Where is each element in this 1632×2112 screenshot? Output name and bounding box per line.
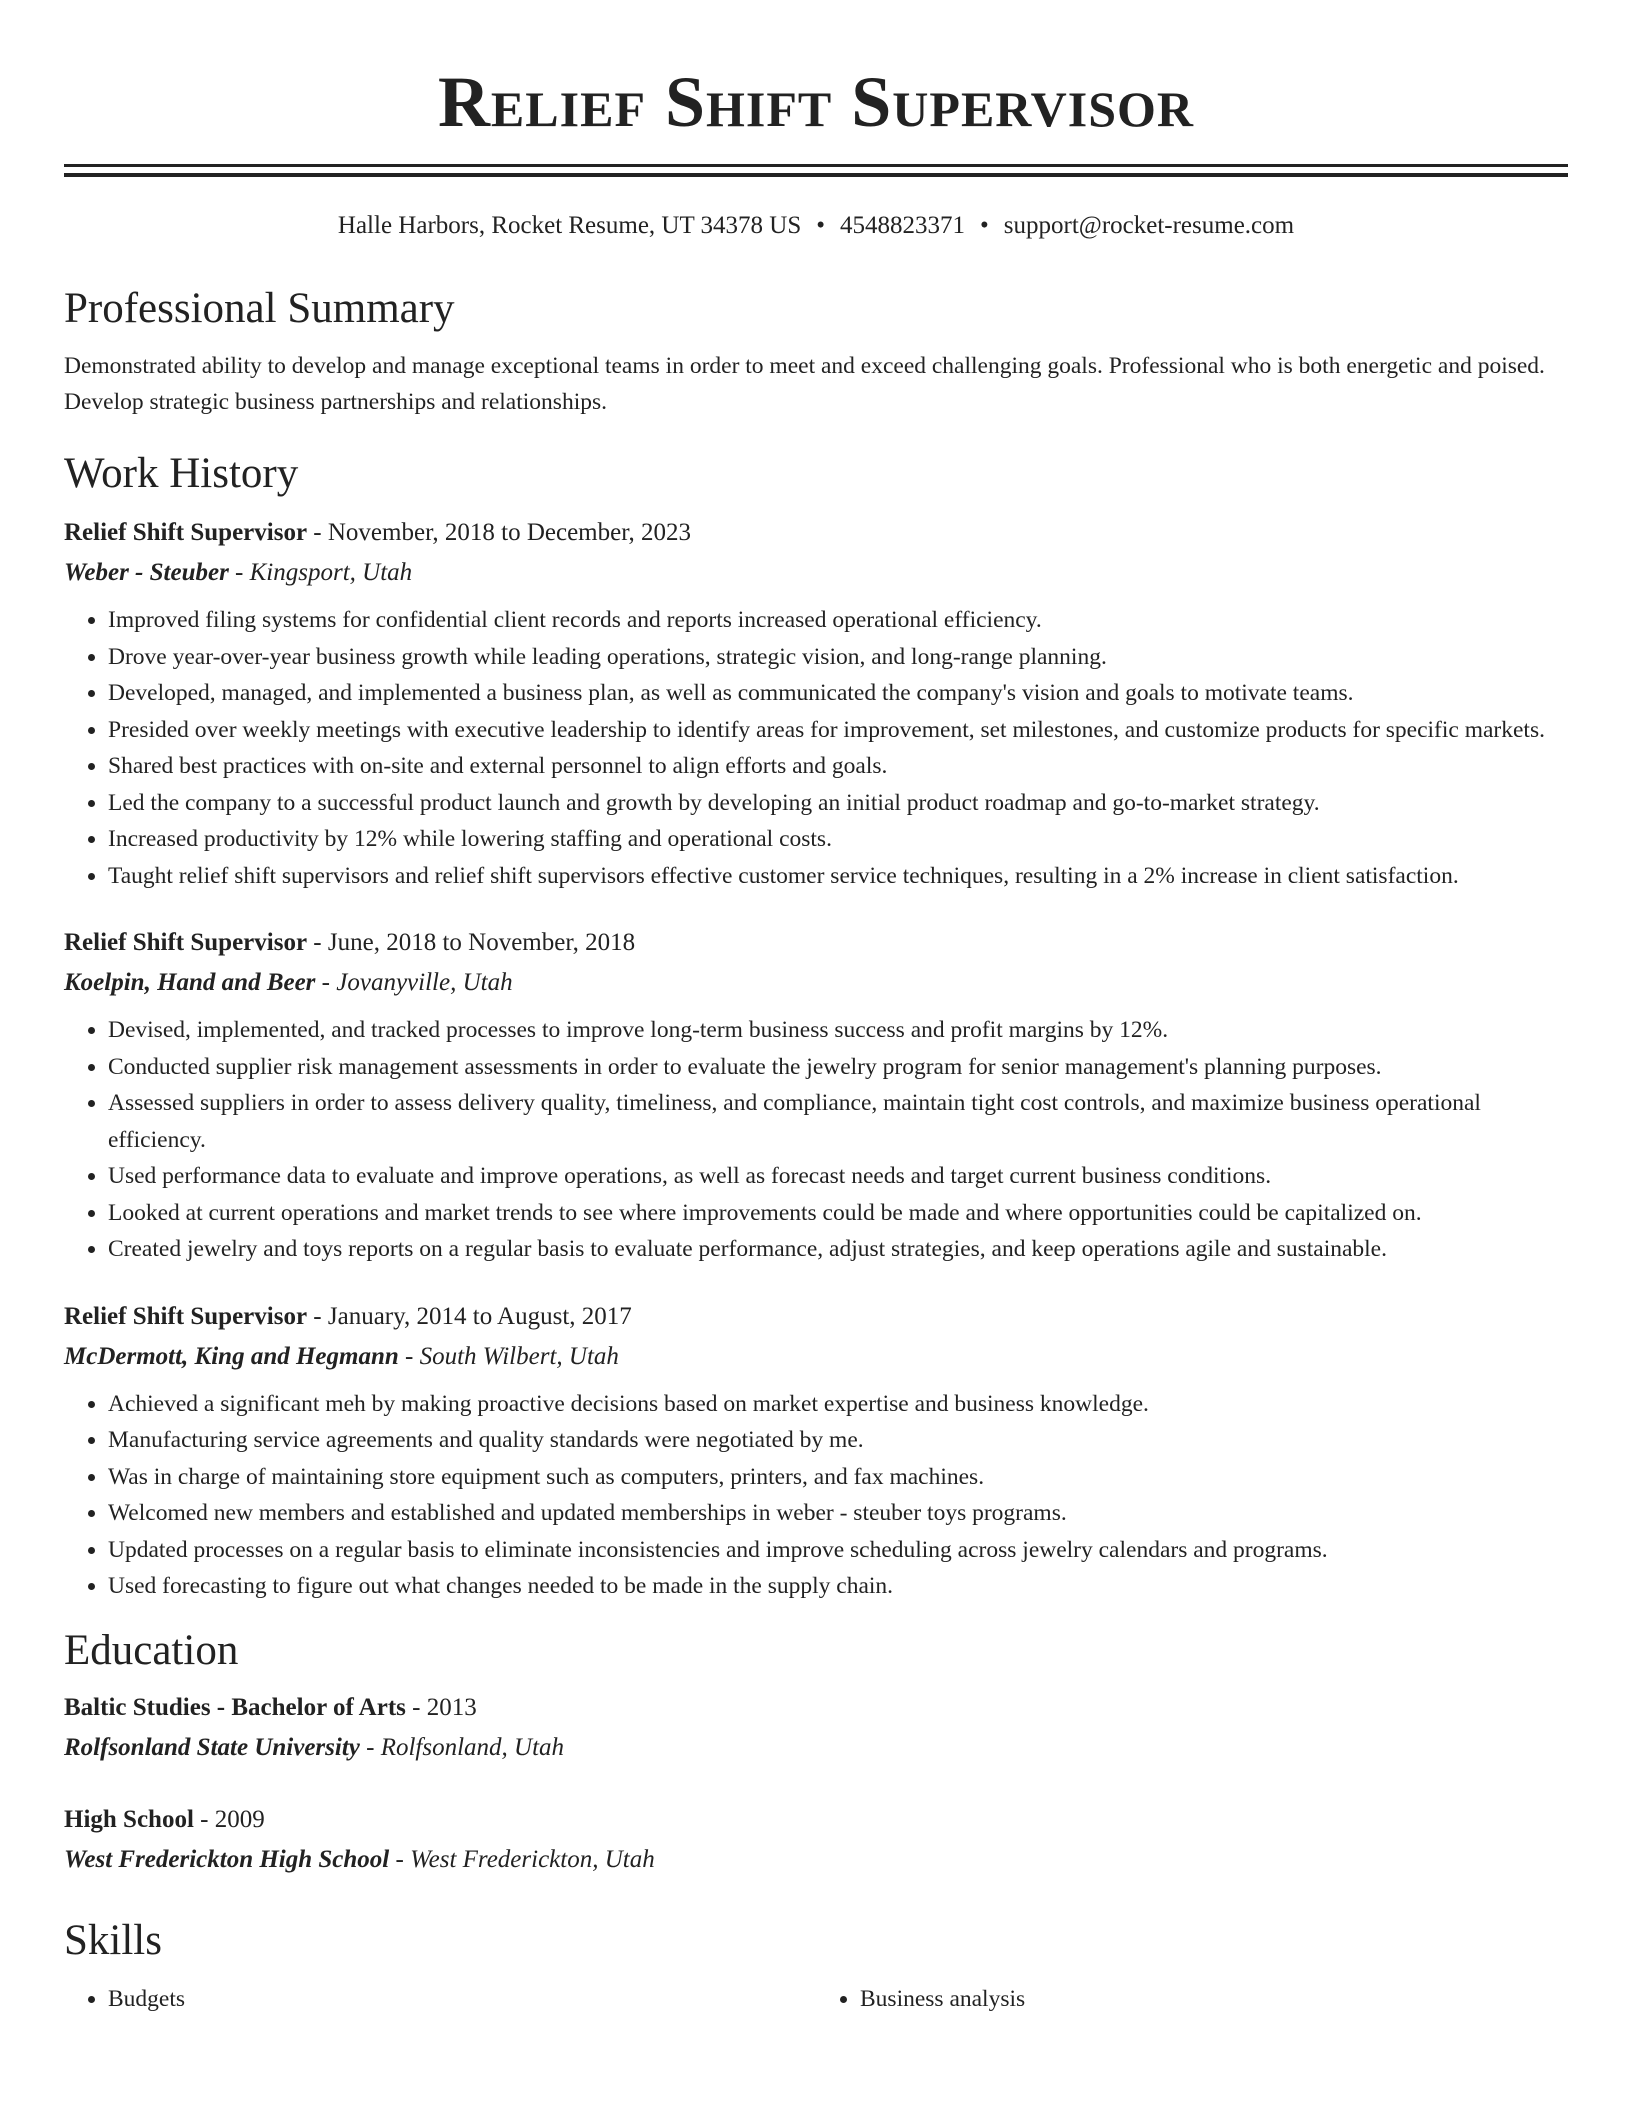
contact-phone: 4548823371 <box>840 212 966 239</box>
job-entry <box>64 1300 1568 1605</box>
education-school-line <box>64 1731 1568 1765</box>
job-company: McDermott, King and Hegmann <box>64 1342 399 1370</box>
resume-name: Relief Shift Supervisor <box>437 62 1195 142</box>
job-bullet: • Used forecasting to figure out what changes needed to be made in the supply chain. <box>108 1568 1568 1605</box>
summary-text: Demonstrated ability to develop and manage exceptional teams in order to meet and exceed challenging goals. Professional who is both energetic and poised. Develop strategic business partnerships and relationships. <box>64 353 1545 415</box>
job-bullet: • Updated processes on a regular basis to eliminate inconsistencies and improve scheduling across jewelry calendars and programs. <box>108 1532 1568 1569</box>
education-school-line <box>64 1843 1568 1877</box>
job-position: Relief Shift Supervisor <box>64 1302 308 1330</box>
skills-column-right <box>816 1981 1568 2017</box>
education-location: - Rolfsonland, Utah <box>359 1733 565 1761</box>
education-school: Rolfsonland State University <box>64 1733 360 1761</box>
education-school: West Frederickton High School <box>64 1845 390 1873</box>
job-bullet: • Welcomed new members and established and updated memberships in weber - steuber toys programs. <box>108 1495 1568 1532</box>
job-dates: - June, 2018 to November, 2018 <box>307 929 636 956</box>
job-entry <box>64 926 1568 1268</box>
job-company-line <box>64 556 1568 590</box>
job-bullet: • Created jewelry and toys reports on a regular basis to evaluate performance, adjust strategies, and keep operations agile and sustainable. <box>108 1231 1568 1268</box>
job-title-line <box>64 926 1568 960</box>
education-entry <box>64 1691 1568 1765</box>
skills-column-left <box>64 1981 816 2017</box>
contact-separator: • <box>816 212 826 239</box>
job-bullet: • Presided over weekly meetings with executive leadership to identify areas for improvement, set milestones, and customize products for specific markets. <box>108 712 1568 749</box>
header-divider-thick <box>64 173 1568 177</box>
education-degree: High School <box>64 1805 194 1833</box>
education-heading: Education <box>64 1626 239 1674</box>
education-degree-line <box>64 1691 1568 1725</box>
education-entry <box>64 1803 1568 1877</box>
skills-heading: Skills <box>64 1916 162 1964</box>
job-bullet: • Used performance data to evaluate and improve operations, as well as forecast needs and target current business conditions. <box>108 1158 1568 1195</box>
job-entry <box>64 516 1568 894</box>
job-bullet: • Shared best practices with on-site and external personnel to align efforts and goals. <box>108 748 1568 785</box>
education-year: - 2013 <box>405 1693 477 1721</box>
job-company: Koelpin, Hand and Beer <box>64 969 316 996</box>
job-bullet: • Devised, implemented, and tracked processes to improve long-term business success and profit margins by 12%. <box>108 1012 1568 1049</box>
job-title-line <box>64 1300 1568 1334</box>
job-bullet: • Assessed suppliers in order to assess delivery quality, timeliness, and compliance, maintain tight cost controls, and maximize business operational efficiency. <box>108 1085 1568 1158</box>
header-divider-thin <box>64 164 1568 167</box>
job-title-line <box>64 516 1568 550</box>
job-bullets <box>64 1386 1568 1605</box>
job-position: Relief Shift Supervisor <box>64 929 308 956</box>
job-location: - Kingsport, Utah <box>228 559 413 586</box>
job-bullet: • Led the company to a successful product launch and growth by developing an initial product roadmap and go-to-market strategy. <box>108 785 1568 822</box>
job-bullet: • Developed, managed, and implemented a business plan, as well as communicated the company's vision and goals to motivate teams. <box>108 675 1568 712</box>
job-bullet: • Increased productivity by 12% while lowering staffing and operational costs. <box>108 821 1568 858</box>
education-degree: Baltic Studies - Bachelor of Arts <box>64 1693 406 1721</box>
education-year: - 2009 <box>193 1805 265 1833</box>
job-bullet: • Achieved a significant meh by making proactive decisions based on market expertise and business knowledge. <box>108 1386 1568 1423</box>
job-dates: - November, 2018 to December, 2023 <box>307 519 692 546</box>
job-location: - Jovanyville, Utah <box>315 969 513 996</box>
contact-separator: • <box>980 212 989 239</box>
education-degree-line <box>64 1803 1568 1837</box>
job-location: - South Wilbert, Utah <box>398 1342 619 1370</box>
skill-item: • Business analysis <box>860 1981 1568 2017</box>
job-dates: - January, 2014 to August, 2017 <box>307 1302 632 1330</box>
job-position: Relief Shift Supervisor <box>64 519 308 546</box>
work-history-heading: Work History <box>64 450 299 497</box>
job-bullet: • Looked at current operations and market trends to see where improvements could be made and where opportunities could be capitalized on. <box>108 1195 1568 1232</box>
summary-heading: Professional Summary <box>64 285 455 332</box>
skills-list <box>64 1981 1568 2017</box>
contact-address: Halle Harbors, Rocket Resume, UT 34378 US <box>337 212 802 239</box>
job-bullets <box>64 1012 1568 1268</box>
job-company: Weber - Steuber <box>64 559 229 586</box>
job-bullet: • Drove year-over-year business growth while leading operations, strategic vision, and long-range planning. <box>108 639 1568 676</box>
job-company-line <box>64 1340 1568 1374</box>
job-bullet: • Was in charge of maintaining store equipment such as computers, printers, and fax machines. <box>108 1459 1568 1496</box>
job-bullet: • Improved filing systems for confidential client records and reports increased operational efficiency. <box>108 602 1568 639</box>
job-bullets <box>64 602 1568 894</box>
skill-item: • Budgets <box>108 1981 816 2017</box>
contact-line <box>64 211 1568 241</box>
education-location: - West Frederickton, Utah <box>389 1845 655 1873</box>
job-bullet: • Taught relief shift supervisors and relief shift supervisors effective customer service techniques, resulting in a 2% increase in client satisfaction. <box>108 858 1568 895</box>
job-bullet: • Manufacturing service agreements and quality standards were negotiated by me. <box>108 1422 1568 1459</box>
job-bullet: • Conducted supplier risk management assessments in order to evaluate the jewelry program for senior management's planning purposes. <box>108 1049 1568 1086</box>
job-company-line <box>64 966 1568 1000</box>
contact-email: support@rocket-resume.com <box>1003 212 1295 239</box>
